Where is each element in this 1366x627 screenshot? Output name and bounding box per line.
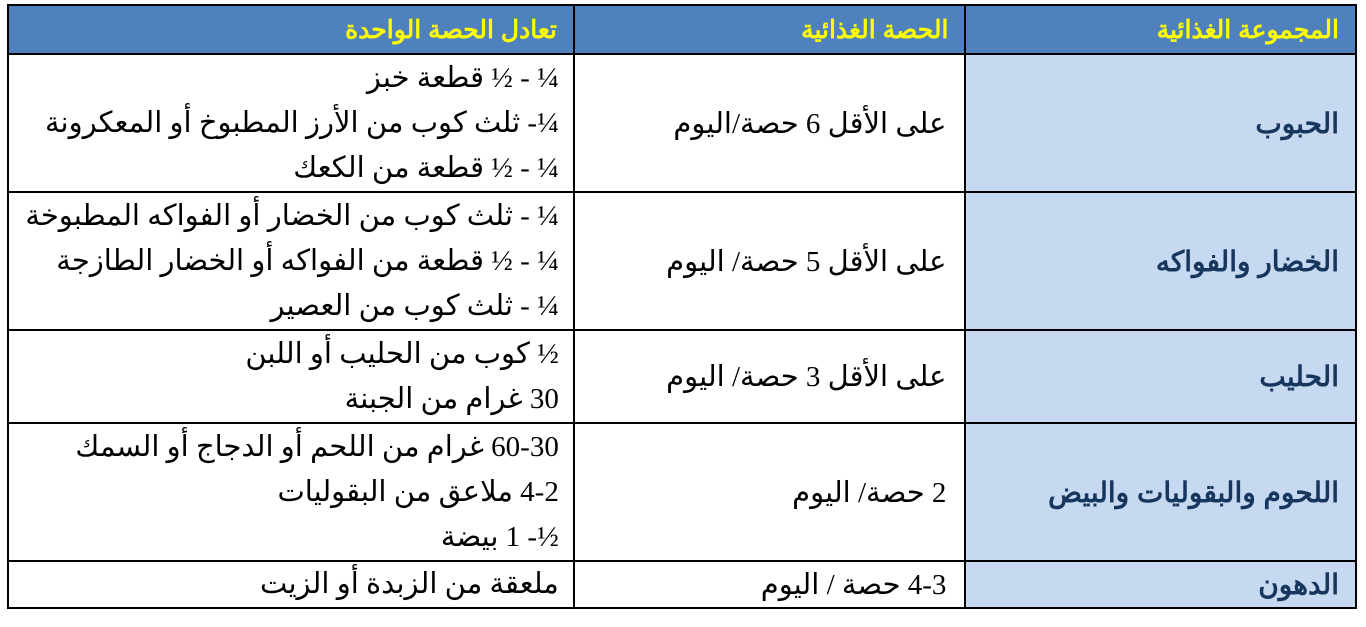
header-food-group: المجموعة الغذائية [965,5,1356,54]
portion-cell: على الأقل 6 حصة/اليوم [574,54,966,192]
equivalent-line: ¼ - ثلث كوب من العصير [270,289,559,322]
food-group-cell: الخضار والفواكه [965,192,1356,330]
table-row [8,423,1356,561]
equivalent-line: ¼ - ½ قطعة خبز [366,61,559,94]
equivalent-cell [8,192,574,330]
equivalent-line: ملعقة من الزبدة أو الزيت [260,568,559,600]
food-groups-table [7,4,1357,609]
equivalent-line: 30 غرام من الجبنة [344,382,559,415]
portion-cell: 4-3 حصة / اليوم [574,561,966,608]
header-equivalent: تعادل الحصة الواحدة [8,5,574,54]
equivalent-cell [8,330,574,423]
equivalent-line: ¼ - ½ قطعة من الفواكه أو الخضار الطازجة [56,244,559,277]
equivalent-line: ½- 1 بيضة [440,520,559,553]
food-group-cell: الحبوب [965,54,1356,192]
table-row [8,330,1356,423]
equivalent-line: ¼ - ½ قطعة من الكعك [293,151,559,184]
equivalent-cell [8,54,574,192]
food-group-cell: اللحوم والبقوليات والبيض [965,423,1356,561]
portion-cell: على الأقل 3 حصة/ اليوم [574,330,966,423]
food-group-cell: الدهون [965,561,1356,608]
equivalent-line: ¼ - ثلث كوب من الخضار أو الفواكه المطبوخة [25,199,559,232]
header-portion: الحصة الغذائية [574,5,966,54]
table-row [8,561,1356,608]
equivalent-line: 4-2 ملاعق من البقوليات [277,475,559,508]
table-row [8,54,1356,192]
portion-cell: على الأقل 5 حصة/ اليوم [574,192,966,330]
table-row [8,192,1356,330]
equivalent-cell [8,423,574,561]
equivalent-cell [8,561,574,608]
equivalent-line: ¼- ثلث كوب من الأرز المطبوخ أو المعكرونة [44,106,559,139]
equivalent-line: 60-30 غرام من اللحم أو الدجاج أو السمك [75,430,559,463]
food-group-cell: الحليب [965,330,1356,423]
equivalent-line: ½ كوب من الحليب أو اللبن [245,337,559,370]
portion-cell: 2 حصة/ اليوم [574,423,966,561]
table-header-row [8,5,1356,54]
